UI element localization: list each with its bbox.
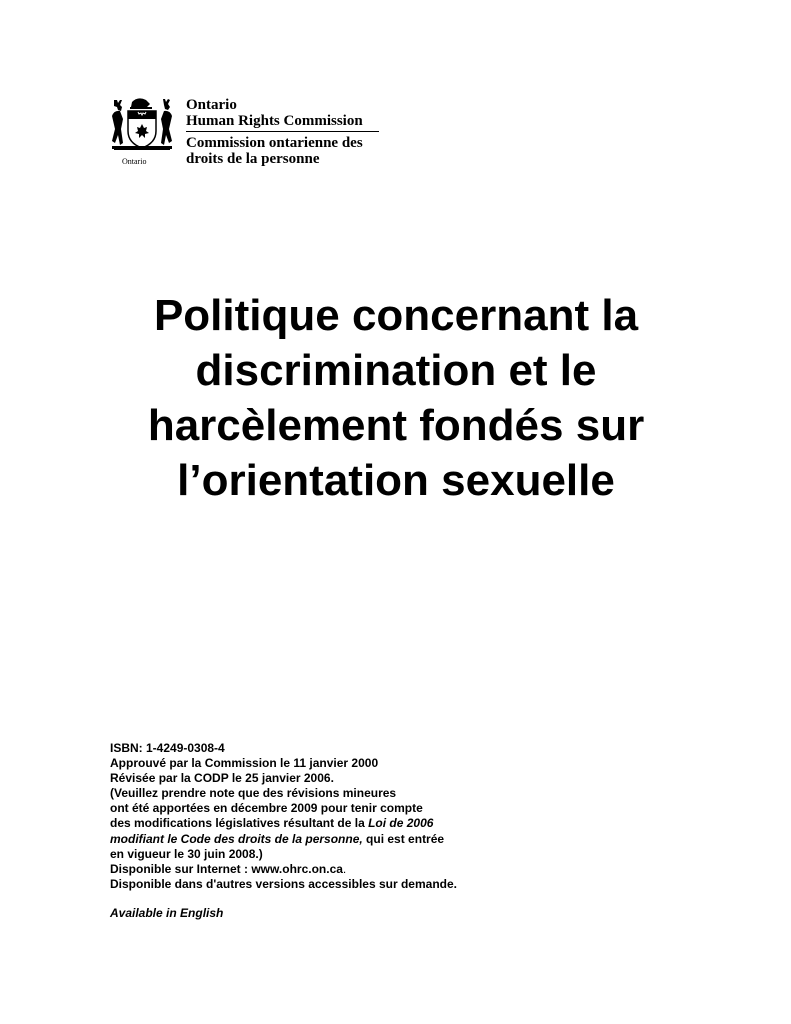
crest-label: Ontario: [122, 157, 147, 166]
approval-date: Approuvé par la Commission le 11 janvier 2000: [110, 756, 379, 771]
revision-note-1: (Veuillez prendre note que des révisions mineures: [110, 786, 397, 801]
revision-note-5: en vigueur le 30 juin 2008.): [110, 846, 263, 861]
law-title-part-1: Loi de 2006: [368, 816, 434, 831]
org-line-commission-fr: Commission ontarienne des: [186, 135, 363, 151]
isbn: ISBN: 1-4249-0308-4: [110, 741, 225, 755]
accessible-versions: Disponible dans d'autres versions accessibles sur demande.: [110, 876, 457, 891]
revision-note-2: ont été apportées en décembre 2009 pour tenir compte: [110, 801, 423, 816]
org-line-droits: droits de la personne: [186, 151, 320, 167]
title-line-2: discrimination et le: [195, 346, 597, 395]
header-logo: [108, 96, 388, 170]
revision-note-4-text: qui est entrée: [362, 831, 445, 846]
title-line-1: Politique concernant la: [153, 291, 639, 340]
law-title-part-2: modifiant le Code des droits de la personne,: [110, 831, 363, 846]
revision-note-3: [110, 816, 457, 831]
crest: [108, 96, 176, 168]
revision-note-4: [110, 832, 457, 847]
document-title: [80, 288, 712, 508]
revision-note-3-text: des modifications législatives résultant de la: [110, 816, 369, 831]
title-line-4: l’orientation sexuelle: [177, 456, 615, 505]
organization-name: [186, 96, 379, 167]
revision-date: Révisée par la CODP le 25 janvier 2006.: [110, 771, 334, 786]
internet-period: .: [342, 861, 347, 876]
internet-text: Disponible sur Internet : www.ohrc.on.ca: [110, 861, 343, 876]
internet-availability: [110, 862, 457, 877]
publication-info: [110, 741, 457, 921]
available-in-english: Available in English: [110, 905, 224, 920]
title-line-3: harcèlement fondés sur: [147, 401, 645, 450]
org-line-ontario: Ontario: [186, 97, 237, 113]
org-line-commission-en: Human Rights Commission: [186, 113, 379, 132]
ontario-coat-of-arms-icon: [108, 96, 176, 160]
